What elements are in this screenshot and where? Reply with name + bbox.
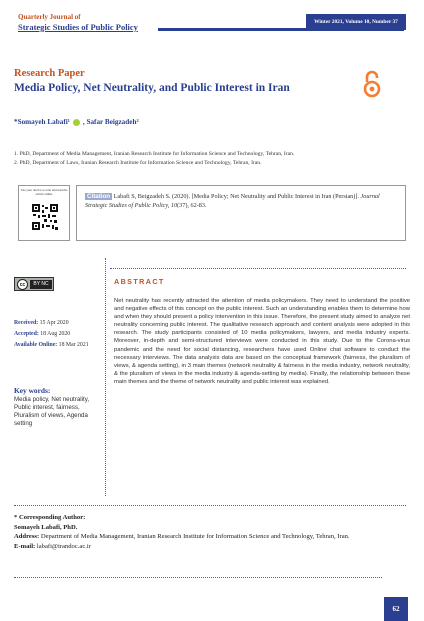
address-label: Address: bbox=[14, 533, 40, 541]
abstract-top-divider bbox=[110, 268, 406, 269]
received-date bbox=[14, 318, 89, 329]
author-list bbox=[14, 118, 139, 126]
author-1: *Somayeh Labafi¹ bbox=[14, 118, 70, 126]
page-number: 62 bbox=[384, 597, 408, 621]
citation-rest: (37), 62-83. bbox=[177, 202, 207, 209]
email-value[interactable]: labafi@irandoc.ac.ir bbox=[35, 542, 91, 550]
journal-name-line1: Quarterly Journal of bbox=[18, 13, 81, 21]
received-label: Received: bbox=[14, 320, 39, 326]
corresponding-heading: * Corresponding Author: bbox=[14, 514, 86, 521]
footer-top-divider bbox=[14, 505, 406, 506]
corresponding-email bbox=[14, 542, 406, 552]
journal-header bbox=[0, 0, 424, 44]
affiliations bbox=[14, 150, 294, 168]
cc-license-badge[interactable] bbox=[14, 277, 54, 291]
citation-label: Citation bbox=[87, 193, 111, 200]
citation-box bbox=[76, 185, 406, 241]
online-date bbox=[14, 340, 89, 351]
journal-name-line2[interactable]: Strategic Studies of Public Policy bbox=[18, 22, 138, 32]
citation-text: Labafi S, Beigzadeh S. (2020). [Media Policy; Net Neutrality and Public Interest in Iran (Persian)]. bbox=[112, 193, 361, 200]
online-value: 18 Mar 2021 bbox=[57, 342, 89, 348]
qr-code-box[interactable] bbox=[18, 185, 70, 241]
received-value: 15 Apr 2020 bbox=[38, 320, 69, 326]
open-access-icon bbox=[362, 70, 382, 98]
abstract-body: Net neutrality has recently attracted the attention of media policymakers. They need to understand the positive and negative effects of this concept on the public interest. Such an understanding enables them to determine how and when they should present a policy intervention in this issue. Therefore, the present study aimed to analyze net neutrality concerning public interest. The qualitative research approach and content analysis were adopted in this research. The study participants consisted of 10 media policymakers, lawyers, and media industry experts. Moreover, in-depth and semi-structured interviews were conducted in this study. Due to the Corona-virus pandemic and the need for social distancing, researchers have used Online chat software to conduct the necessary interviews. The data analysis data are based on the conceptual framework (fairness, the pluralism of views, & agenda setting), in 3 main themes (network neutrality & fairness in the media industry, network neutrality, & the pluralism of views in the media industry & agenda-setting by media). Finally, the relationship between these main themes and the theme of network neutrality and public interest was explained. bbox=[114, 298, 410, 385]
online-label: Available Online: bbox=[14, 342, 58, 348]
keywords-heading: Key words: bbox=[14, 386, 51, 395]
citation-journal: Journal Strategic Studies of Public Policy, 10 bbox=[85, 193, 380, 209]
affiliation-1: 1. PhD, Department of Media Management, Iranian Research Institute for Information Science and Technology, Tehran, Iran. bbox=[14, 151, 295, 157]
email-label: E-mail: bbox=[14, 542, 36, 550]
qr-caption: Use your device to scan and read the article online bbox=[20, 188, 68, 196]
accepted-label: Accepted: bbox=[14, 331, 39, 337]
journal-name-block bbox=[18, 13, 138, 33]
issue-info-badge: Winter 2021, Volume 10, Number 37 bbox=[306, 14, 406, 30]
keywords-text: Media policy, Net neutrality, Public interest, fairness, Pluralism of views, Agenda setting bbox=[14, 396, 90, 427]
accepted-date bbox=[14, 329, 89, 340]
column-divider bbox=[105, 258, 106, 496]
corresponding-author-block bbox=[14, 513, 406, 551]
cc-by-nc-icon: BY NC bbox=[30, 280, 52, 289]
address-value: Department of Media Management, Iranian Research Institute for Information Science and Technology, Tehran, Iran. bbox=[39, 533, 350, 541]
qr-code-icon bbox=[32, 204, 58, 230]
accepted-value: 18 Aug 2020 bbox=[38, 331, 71, 337]
author-2: , Safar Beigzadeh² bbox=[82, 118, 139, 126]
article-title: Media Policy, Net Neutrality, and Public Interest in Iran bbox=[14, 82, 290, 94]
footer-bottom-divider bbox=[14, 577, 382, 578]
dates-block bbox=[14, 318, 89, 351]
corresponding-address bbox=[14, 532, 406, 542]
paper-type-label: Research Paper bbox=[14, 68, 85, 79]
affiliation-2: 2. PhD, Department of Laws, Iranian Research Institute for Information Science and Technology, Tehran, Iran. bbox=[14, 160, 262, 166]
orcid-icon[interactable] bbox=[73, 119, 80, 126]
cc-icon: cc bbox=[17, 279, 28, 290]
corresponding-name: Somayeh Labafi, PhD. bbox=[14, 523, 78, 531]
abstract-heading: ABSTRACT bbox=[114, 277, 165, 286]
